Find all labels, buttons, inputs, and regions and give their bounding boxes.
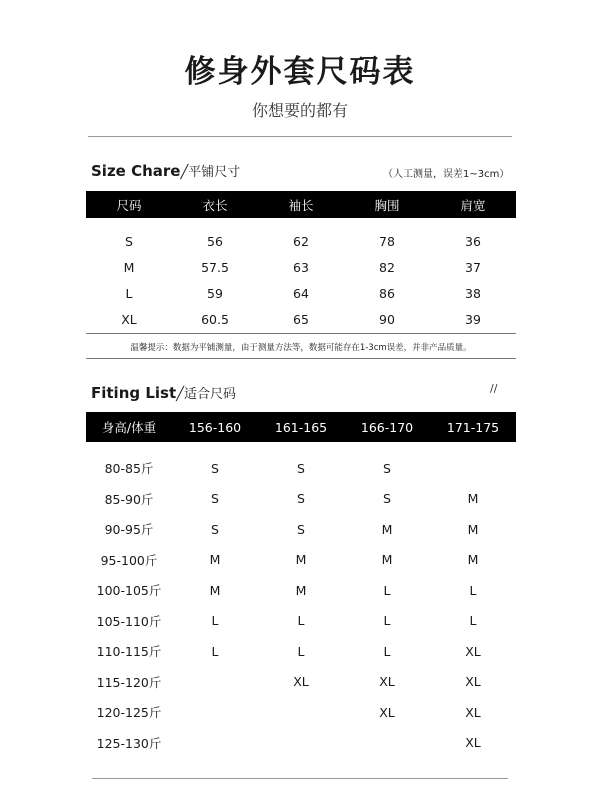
fitting-list-cell: S	[297, 491, 305, 507]
page-title: 修身外套尺码表	[184, 54, 416, 90]
fitting-list-cell: L	[383, 582, 391, 598]
fitting-list-row	[86, 697, 516, 728]
fitting-list-cell: M	[381, 521, 393, 537]
bottom-divider	[92, 778, 508, 779]
size-chart-cell: 59	[207, 285, 223, 301]
size-chart-cell: 64	[293, 285, 309, 301]
fitting-list-cell: XL	[379, 704, 395, 720]
size-chart-cell: M	[123, 259, 135, 275]
size-chart-cell: 36	[465, 233, 481, 249]
size-chart-cell: 90	[379, 311, 395, 327]
size-chart-cell: 56	[207, 233, 223, 249]
size-chart-header-cell: 尺码	[116, 197, 142, 213]
fitting-list-heading-en: Fiting List	[91, 384, 177, 402]
size-chart-cell: 60.5	[201, 311, 229, 327]
fitting-list-cell: 95-100斤	[100, 552, 158, 568]
fitting-list-row	[86, 545, 516, 576]
fitting-list-cell: M	[467, 552, 479, 568]
size-chart-cell: 62	[293, 233, 309, 249]
fitting-list-header-cell: 166-170	[360, 419, 414, 435]
size-chart-cell: L	[125, 285, 133, 301]
size-chart-divider-bottom	[86, 358, 516, 359]
size-chart-cell: S	[125, 233, 133, 249]
fitting-list-cell: S	[211, 491, 219, 507]
fitting-list-cell: S	[383, 460, 391, 476]
size-chart-row	[86, 228, 516, 254]
fitting-list-cell: XL	[465, 704, 481, 720]
size-chart-cell: 63	[293, 259, 309, 275]
size-chart-divider-top	[86, 333, 516, 334]
size-chart-heading	[91, 161, 240, 180]
fitting-list-header-cell: 161-165	[274, 419, 328, 435]
fitting-list-header-cell: 156-160	[188, 419, 242, 435]
fitting-list-header	[86, 412, 516, 442]
fitting-list-cell: L	[383, 643, 391, 659]
fitting-list-row	[86, 514, 516, 545]
size-chart-header	[86, 191, 516, 218]
fitting-list-cell: L	[297, 613, 305, 629]
fitting-list-cell: S	[211, 460, 219, 476]
size-chart-cell: 57.5	[201, 259, 229, 275]
size-chart-heading-en: Size Chare	[91, 162, 181, 180]
fitting-list-row	[86, 667, 516, 698]
top-divider	[88, 136, 512, 137]
fitting-list-row	[86, 728, 516, 759]
fitting-list-heading	[91, 383, 236, 402]
fitting-list-cell: 120-125斤	[96, 705, 162, 721]
fitting-list-cell: L	[211, 613, 219, 629]
size-chart-tip: 温馨提示：数据为平铺测量，由于测量方法等，数据可能存在1-3cm误差，并非产品质量。	[130, 343, 472, 353]
fitting-list-cell: 100-105斤	[96, 583, 162, 599]
size-chart-cell: XL	[121, 311, 137, 327]
fitting-list-body	[86, 453, 516, 758]
fitting-list-cell: M	[209, 582, 221, 598]
size-chart-heading-zh: ╱平铺尺寸	[180, 165, 241, 180]
fitting-list-cell: 110-115斤	[96, 644, 162, 660]
fitting-list-row	[86, 484, 516, 515]
fitting-list-cell: 115-120斤	[96, 674, 162, 690]
fitting-list-cell: XL	[465, 643, 481, 659]
fitting-list-mark: //	[490, 382, 498, 395]
measurement-note: （人工测量，误差1~3cm）	[383, 169, 510, 180]
size-chart-header-cell: 肩宽	[460, 197, 486, 213]
fitting-list-cell: M	[467, 491, 479, 507]
fitting-list-cell: 105-110斤	[96, 613, 162, 629]
fitting-list-cell: L	[297, 643, 305, 659]
fitting-list-header-cell: 171-175	[446, 419, 500, 435]
fitting-list-cell: 80-85斤	[104, 461, 154, 477]
fitting-list-row	[86, 636, 516, 667]
size-chart-cell: 86	[379, 285, 395, 301]
fitting-list-cell: M	[381, 552, 393, 568]
fitting-list-header-cell: 身高/体重	[101, 420, 157, 435]
fitting-list-cell: XL	[293, 674, 309, 690]
size-chart-row	[86, 306, 516, 332]
size-chart-cell: 37	[465, 259, 481, 275]
fitting-list-cell: XL	[379, 674, 395, 690]
size-chart-cell: 38	[465, 285, 481, 301]
size-chart-cell: 78	[379, 233, 395, 249]
fitting-list-heading-zh: ╱适合尺码	[176, 387, 236, 402]
size-chart-header-cell: 胸围	[374, 197, 400, 213]
fitting-list-row	[86, 453, 516, 484]
fitting-list-cell: M	[467, 521, 479, 537]
fitting-list-cell: XL	[465, 674, 481, 690]
size-chart-cell: 39	[465, 311, 481, 327]
fitting-list-cell: M	[295, 582, 307, 598]
fitting-list-cell: S	[383, 491, 391, 507]
fitting-list-cell: 125-130斤	[96, 735, 162, 751]
size-chart-cell: 82	[379, 259, 395, 275]
fitting-list-cell: 90-95斤	[104, 522, 154, 538]
fitting-list-cell: S	[297, 521, 305, 537]
fitting-list-row	[86, 606, 516, 637]
fitting-list-cell: M	[209, 552, 221, 568]
fitting-list-cell: S	[297, 460, 305, 476]
size-chart-row	[86, 280, 516, 306]
fitting-list-cell: L	[211, 643, 219, 659]
fitting-list-cell: L	[469, 613, 477, 629]
size-chart-body	[86, 228, 516, 332]
size-chart-row	[86, 254, 516, 280]
fitting-list-cell: S	[211, 521, 219, 537]
fitting-list-row	[86, 575, 516, 606]
fitting-list-cell: L	[469, 582, 477, 598]
fitting-list-cell: XL	[465, 735, 481, 751]
fitting-list-cell: L	[383, 613, 391, 629]
fitting-list-cell: 85-90斤	[104, 491, 154, 507]
size-chart-header-cell: 袖长	[288, 197, 314, 213]
size-chart-cell: 65	[293, 311, 309, 327]
size-chart-header-cell: 衣长	[202, 197, 228, 213]
fitting-list-cell: M	[295, 552, 307, 568]
page-subtitle: 你想要的都有	[251, 101, 348, 120]
